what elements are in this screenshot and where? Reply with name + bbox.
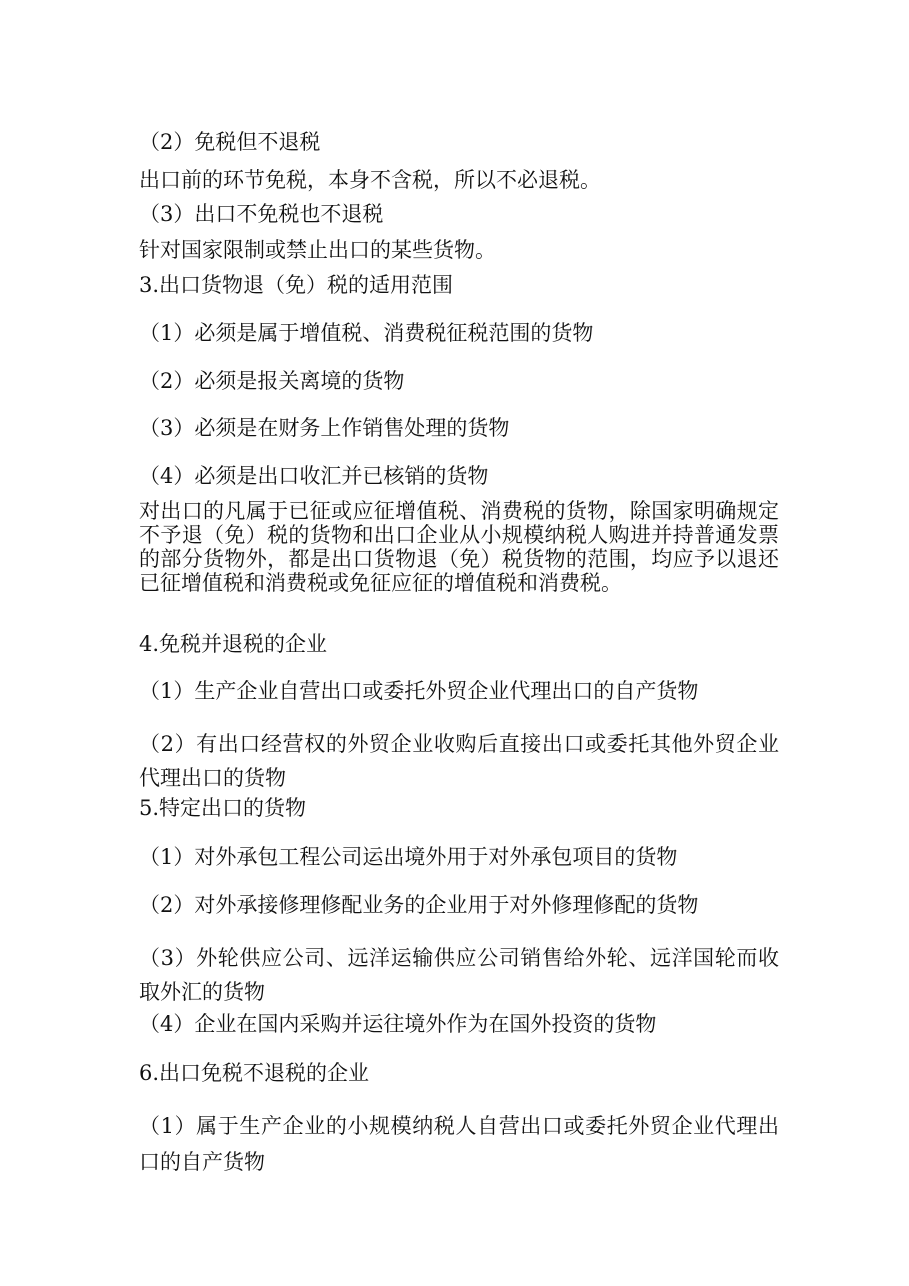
list-item: （2）必须是报关离境的货物	[139, 369, 405, 393]
paragraph-line: 针对国家限制或禁止出口的某些货物。	[139, 238, 496, 262]
body-paragraph: 对出口的凡属于已征或应征增值税、消费税的货物，除国家明确规定不予退（免）税的货物和出口企业从小规模纳税人购进并持普通发票的部分货物外，都是出口货物退（免）税货物的范围，均应予以退还已征增值税和消费税或免征应征的增值税和消费税。	[139, 499, 779, 595]
paragraph-line: 出口前的环节免税，本身不含税，所以不必退税。	[139, 168, 601, 192]
subheading-no-exempt-no-refund: （3）出口不免税也不退税	[139, 202, 384, 226]
list-item: （3）必须是在财务上作销售处理的货物	[139, 416, 510, 440]
list-item: （4）必须是出口收汇并已核销的货物	[139, 464, 489, 488]
list-item: （1）对外承包工程公司运出境外用于对外承包项目的货物	[139, 845, 678, 869]
list-item: （1）必须是属于增值税、消费税征税范围的货物	[139, 321, 594, 345]
list-item-wrapped: （3）外轮供应公司、远洋运输供应公司销售给外轮、远洋国轮而收取外汇的货物	[139, 946, 779, 1004]
section-heading-4: 4.免税并退税的企业	[139, 632, 328, 656]
list-item-wrapped: （2）有出口经营权的外贸企业收购后直接出口或委托其他外贸企业代理出口的货物	[139, 732, 779, 790]
section-heading-6: 6.出口免税不退税的企业	[139, 1061, 370, 1085]
section-heading-3: 3.出口货物退（免）税的适用范围	[139, 273, 454, 297]
list-item: （1）生产企业自营出口或委托外贸企业代理出口的自产货物	[139, 679, 699, 703]
list-item: （4）企业在国内采购并运往境外作为在国外投资的货物	[139, 1012, 657, 1036]
list-item: （2）对外承接修理修配业务的企业用于对外修理修配的货物	[139, 893, 699, 917]
list-item-wrapped: （1）属于生产企业的小规模纳税人自营出口或委托外贸企业代理出口的自产货物	[139, 1114, 779, 1174]
section-heading-5: 5.特定出口的货物	[139, 796, 307, 820]
subheading-exempt-no-refund: （2）免税但不退税	[139, 130, 321, 154]
